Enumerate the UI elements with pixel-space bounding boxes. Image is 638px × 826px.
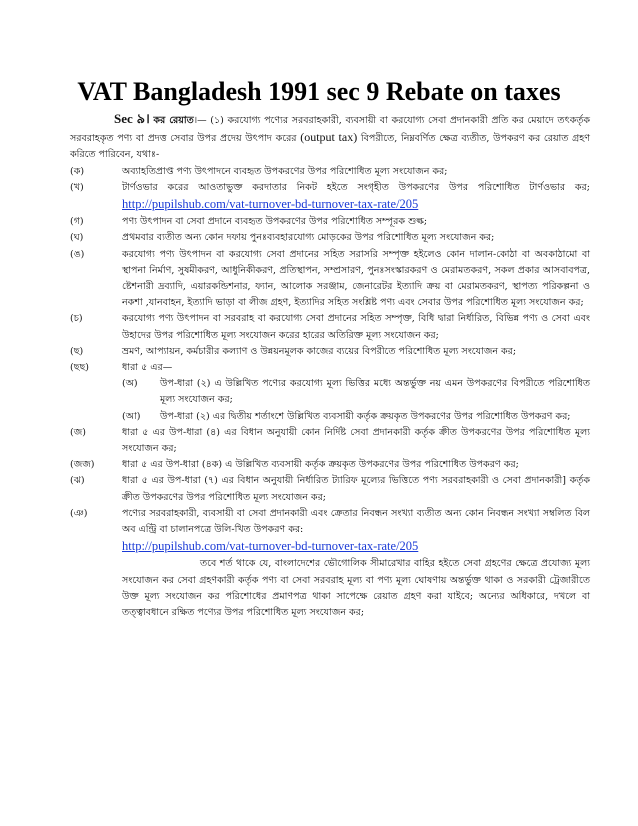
clause-nya: [70, 506, 590, 621]
section-intro: [70, 111, 590, 164]
clause-ja: [70, 425, 590, 457]
subclause-marker: (আ): [122, 410, 141, 422]
clause-marker: (ছছ): [70, 362, 89, 374]
clause-kha: [70, 180, 590, 214]
intro-text: ।— (১) করযোগ্য পণ্যের সরবরাহকারী, ব্যবসায়ী বা করযোগ্য সেবা প্রদানকারী প্রতি কর মেয়াদে তৎকর্তৃক সরবরাহকৃত পণ্য বা প্রদত্ত সেবার উপর প্রদেয় উৎপাদ করের: [70, 115, 590, 145]
clause-text: পণ্যের সরবরাহকারী, ব্যবসায়ী বা সেবা প্রদানকারী এবং ক্রেতার নিবন্ধন সংখ্যা ব্যতীত অন্য কোন নিবন্ধন সংখ্যা সম্বলিত বিল অব এন্ট্রি বা চালানপত্রে উলি-খিত উপকরণ কর:: [122, 507, 590, 536]
clause-marker: (ঞ): [70, 507, 88, 519]
output-tax-term: (output tax): [300, 130, 358, 145]
clause-marker: (ঝ): [70, 475, 85, 487]
clause-marker: (ছ): [70, 345, 84, 357]
clause-ka: [70, 164, 590, 180]
pupilshub-link[interactable]: http://pupilshub.com/vat-turnover-bd-turnover-tax-rate/205: [122, 197, 419, 212]
subclause-aa: [122, 409, 590, 425]
subclause-text: উপ-ধারা (২) এ উল্লিখিত পণ্যের করযোগ্য মূল্য ভিত্তির মধ্যে অন্তর্ভুক্ত নয় এমন উপকরণের বিপরীতে পরিশোধিত মূল্য সংযোজন কর;: [160, 378, 590, 406]
clause-chhachha: [70, 360, 590, 425]
clause-text: ধারা ৫ এর উপ-ধারা (৪ক) এ উল্লিখিত ব্যবসায়ী কর্তৃক ক্রয়কৃত উপকরণের উপর পরিশোধিত উপকরণ কর;: [122, 459, 519, 471]
clause-jha: [70, 473, 590, 505]
clause-marker: (জজ): [70, 459, 95, 471]
clause-chha: [70, 344, 590, 360]
clause-marker: (জ): [70, 426, 86, 438]
pupilshub-link[interactable]: http://pupilshub.com/vat-turnover-bd-turnover-tax-rate/205: [122, 539, 419, 554]
clause-text: করযোগ্য পণ্য উৎপাদন বা সরবরাহ বা করযোগ্য সেবা প্রদানের সহিত সম্পৃক্ত, বিধি দ্বারা নির্ধারিত, বিভিন্ন পণ্য ও সেবা এবং উহাদের উপর পরিশোধিত মূল্য সংযোজন করের হারের অতিরিক্ত মূল্য সংযোজন কর;: [122, 313, 590, 341]
intro-text-end: বিপরীতে, নিম্নবর্ণিত ক্ষেত্র ব্যতীত, উপকরণ কর রেয়াত গ্রহণ করিতে পারিবেন, যথাঃ-: [70, 133, 590, 161]
clause-gha: [70, 230, 590, 246]
clause-cha: [70, 311, 590, 343]
proviso-text: তবে শর্ত থাকে যে, বাংলাদেশের ভৌগোলিক সীমারেখার বাহির হইতে সেবা গ্রহণের ক্ষেত্রে প্রযোজ্য মূল্য সংযোজন কর সেবা গ্রহণকারী কর্তৃক পণ্য বা সেবা সরবরাহ মূল্য বা পণ্য মূল্য ঘোষণায় অন্তর্ভুক্ত থাকা ও সরকারী ট্রেজারীতে উক্ত মূল্য সংযোজন কর পরিশোধের প্রমাণপত্র থাকা সাপেক্ষে রেয়াত গ্রহণ করা যাইবে; অন্যের অধিকারে, দখলে বা তত্ত্বাবধানে রক্ষিত পণ্যের উপর পরিশোধিত মূল্য সংযোজন কর;: [122, 558, 590, 619]
clause-text: পণ্য উৎপাদন বা সেবা প্রদানে ব্যবহৃত উপকরণের উপর পরিশোধিত সম্পূরক শুল্ক;: [122, 216, 428, 228]
section-heading: কর রেয়াত: [153, 115, 194, 126]
clause-ga: [70, 214, 590, 230]
clause-text: প্রথমবার ব্যতীত অন্য কোন দফায় পুনঃব্যবহারযোগ্য মোড়কের উপর পরিশোধিত মূল্য সংযোজন কর;: [122, 232, 495, 244]
clause-text: করযোগ্য পণ্য উৎপাদন বা করযোগ্য সেবা প্রদানের সহিত সরাসরি সম্পৃক্ত হইলেও কোন দালান-কোঠা বা অবকাঠামো বা স্থাপনা নির্মাণ, সুষমীকরণ, আধুনিকীকরণ, প্রতিস্থাপন, সম্প্রসারণ, পুনঃসংস্কারকরণ ও মেরামতকরণ, সকল প্রকার আসবাবপত্র, ষ্টেশনারী দ্রব্যাদি, এয়ারকন্ডিশনার, ফ্যান, আলোক সরঞ্জাম, জেনারেটর ইত্যাদি ক্রয় বা মেরামতকরণ, স্থাপত্য পরিকল্পনা ও নকশা ,যানবাহন, ইত্যাদি ভাড়া বা লীজ গ্রহণ, ইত্যাদির সহিত সংশ্লিষ্ট পণ্য এবং সেবার উপর পরিশোধিত মূল্য সংযোজন কর;: [122, 248, 590, 309]
clause-text: টার্ণওভার করের আওতাভুক্ত করদাতার নিকট হইতে সংগৃহীত উপকরণের উপর পরিশোধিত টার্ণওভার কর;: [122, 181, 590, 193]
clause-text: ভ্রমণ, আপ্যায়ন, কর্মচারীর কল্যাণ ও উন্নয়নমূলক কাজের ব্যয়ের বিপরীতে পরিশোধিত মূল্য সংযোজন কর;: [122, 345, 517, 357]
subclause-text: উপ-ধারা (২) এর দ্বিতীয় শর্তাংশে উল্লিখিত ব্যবসায়ী কর্তৃক ক্রয়কৃত উপকরণের উপর পরিশোধিত উপকরণ কর;: [160, 410, 571, 422]
clause-text: অব্যাহতিপ্রাপ্ত পণ্য উৎপাদনে ব্যবহৃত উপকরণের উপর পরিশোধিত মূল্য সংযোজন কর;: [122, 165, 448, 177]
clause-uma: [70, 247, 590, 312]
section-label: Sec ৯।: [114, 111, 150, 126]
document-title: VAT Bangladesh 1991 sec 9 Rebate on taxes: [77, 77, 561, 106]
clause-text: ধারা ৫ এর উপ-ধারা (৭) এর বিধান অনুযায়ী নির্ধারিত ট্যারিফ মূল্যের ভিত্তিতে পণ্য সরবরাহকারী ও সেবা প্রদানকারী] কর্তৃক ক্রীত উপকরণের উপর পরিশোধিত মূল্য সংযোজন কর;: [122, 475, 590, 503]
clause-marker: (ক): [70, 165, 85, 177]
clause-marker: (গ): [70, 216, 84, 228]
clause-jaja: [70, 457, 590, 473]
subclause-marker: (অ): [122, 378, 138, 390]
clause-text: ধারা ৫ এর উপ-ধারা (৪) এর বিধান অনুযায়ী কোন নির্দিষ্ট সেবা প্রদানকারী কর্তৃক ক্রীত উপকরণের উপর পরিশোধিত মূল্য সংযোজন কর;: [122, 426, 590, 455]
section-body: [70, 111, 590, 621]
clause-marker: (খ): [70, 181, 84, 193]
subclause-a: [122, 376, 590, 408]
clause-marker: (চ): [70, 313, 83, 325]
clause-marker: (ঙ): [70, 248, 85, 260]
clause-text: ধারা ৫ এর—: [122, 362, 173, 374]
clause-marker: (ঘ): [70, 232, 84, 244]
